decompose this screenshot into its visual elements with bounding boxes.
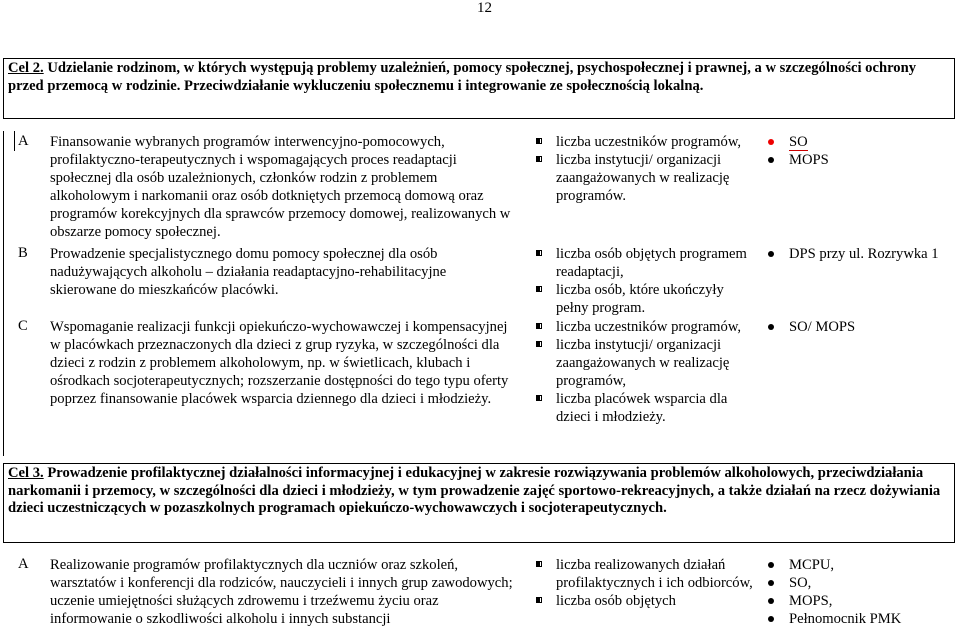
responsible-item: MOPS: [763, 151, 958, 169]
indicator-item: liczba instytucji/ organizacji zaangażowanych w realizację programów,: [536, 336, 756, 390]
row-description: Finansowanie wybranych programów interwencyjno-pomocowych, profilaktyczno-terapeutycznych i wspomagających proces readaptacji społecznej dla osób uzależnionych, członków rodzin z problemem alkoholowym i narkomanii oraz osób dotkniętych przemocą domową oraz programów korekcyjnych dla sprawców przemocy domowej, realizowanych w obszarze pomocy społecznej.: [50, 134, 511, 240]
indicator-item: liczba uczestników programów,: [536, 133, 756, 151]
row-indicators: [536, 245, 756, 317]
goal-2-text: Udzielanie rodzinom, w których występują problemy uzależnień, pomocy społecznej, psychospołecznej i prawnej, a w szczególności ochrony przed przemocą w rodzinie. Przeciwdziałanie wykluczeniu społecznemu i integrowanie ze społecznością lokalną.: [8, 60, 916, 94]
row-description: Wspomaganie realizacji funkcji opiekuńczo-wychowawczej i kompensacyjnej w placówkach przeznaczonych dla dzieci z grup ryzyka, w szczególności dla dzieci z rodzin z problemem alkoholowym, np. w świetlicach, klubach i ośrodkach socjoterapeutycznych; rozszerzanie dostępności do tego typu oferty poprzez finansowanie placówek wsparcia dziennego dla dzieci i młodzieży.: [50, 319, 509, 407]
indicator-item: liczba placówek wsparcia dla dzieci i młodzieży.: [536, 390, 756, 426]
row-letter: C: [18, 318, 28, 334]
goal-2-label: Cel 2.: [8, 60, 44, 76]
row-letter: B: [18, 245, 28, 261]
indicator-item: liczba realizowanych działań profilaktycznych i ich odbiorców,: [536, 556, 756, 592]
goal-2-row-a: [3, 131, 955, 243]
goal-2-header: [3, 58, 955, 119]
goal-3-row-a: [3, 556, 955, 637]
indicator-item: liczba osób objętych programem readaptacji,: [536, 245, 756, 281]
row-responsible: [763, 556, 958, 628]
goal-3-text: Prowadzenie profilaktycznej działalności informacyjnej i edukacyjnej w zakresie rozwiązywania problemów alkoholowych, przeciwdziałania narkomanii i przemocy, w szczególności dla dzieci i młodzieży, w tym prowadzenie zajęć sportowo-rekreacyjnych, a także działań na rzecz dożywiania dzieci uczestniczących w pozaszkolnych programach opiekuńczo-wychowawczych i socjoterapeutycznych.: [8, 465, 941, 516]
goal-3-header: [3, 463, 955, 543]
row-responsible: [763, 318, 958, 336]
page-number: 12: [477, 0, 492, 16]
row-letter: A: [18, 556, 29, 572]
goal-3-label: Cel 3.: [8, 465, 44, 481]
row-indicators: [536, 318, 756, 426]
responsible-item: MOPS,: [763, 592, 958, 610]
row-description: Realizowanie programów profilaktycznych dla uczniów oraz szkoleń, warsztatów i konferencji dla rodziców, nauczycieli i innych grup zawodowych; uczenie umiejętności służących zdrowemu i trzeźwemu życiu oraz informowanie o szkodliwości alkoholu i innych substancji: [50, 557, 513, 627]
row-responsible: [763, 133, 958, 169]
responsible-item: SO: [763, 133, 958, 151]
indicator-item: liczba uczestników programów,: [536, 318, 756, 336]
row-letter: A: [18, 133, 29, 149]
responsible-item: SO,: [763, 574, 958, 592]
goal-2-row-b: [3, 245, 955, 315]
indicator-item: liczba osób objętych: [536, 592, 756, 610]
goal-2-row-c: [3, 318, 955, 456]
row-description: Prowadzenie specjalistycznego domu pomocy społecznej dla osób nadużywających alkoholu – działania readaptacyjno-rehabilitacyjne skierowane do mieszkańców placówki.: [50, 246, 447, 298]
indicator-item: liczba osób, które ukończyły pełny program.: [536, 281, 756, 317]
indicator-item: liczba instytucji/ organizacji zaangażowanych w realizację programów.: [536, 151, 756, 205]
responsible-item: MCPU,: [763, 556, 958, 574]
responsible-item: SO/ MOPS: [763, 318, 958, 336]
row-indicators: [536, 556, 756, 610]
row-indicators: [536, 133, 756, 205]
responsible-item: DPS przy ul. Rozrywka 1: [763, 245, 958, 263]
row-responsible: [763, 245, 958, 263]
responsible-item: Pełnomocnik PMK: [763, 610, 958, 628]
